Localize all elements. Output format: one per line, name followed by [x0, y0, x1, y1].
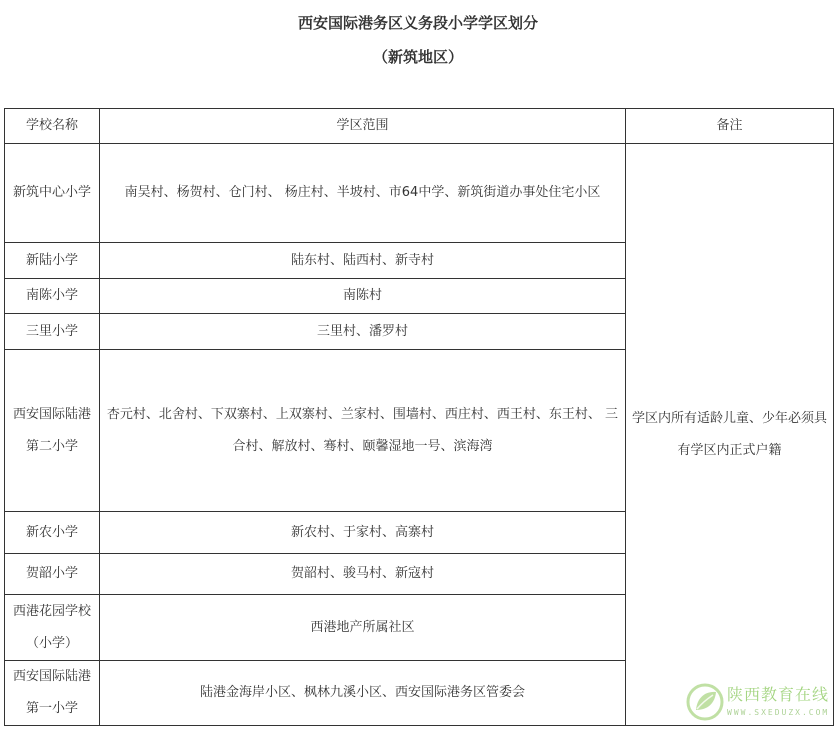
page-title: 西安国际港务区义务段小学学区划分 — [297, 14, 538, 32]
district-range-cell: 新农村、于家村、高寨村 — [100, 512, 626, 554]
school-name-cell: 西港花园学校（小学） — [5, 595, 100, 661]
watermark-text: 陕西教育在线 — [727, 685, 830, 704]
header-school-name: 学校名称 — [5, 109, 100, 144]
school-name-cell: 西安国际陆港第二小学 — [5, 350, 100, 512]
header-district-range: 学区范围 — [100, 109, 626, 144]
remarks-cell: 学区内所有适龄儿童、少年必须具有学区内正式户籍 — [626, 144, 834, 726]
district-range-cell: 南吴村、杨贺村、仓门村、 杨庄村、半坡村、市64中学、新筑街道办事处住宅小区 — [100, 144, 626, 243]
school-name-cell: 西安国际陆港第一小学 — [5, 661, 100, 726]
district-range-cell: 贺韶村、骏马村、新寇村 — [100, 554, 626, 595]
table-row — [5, 144, 834, 243]
district-range-cell: 西港地产所属社区 — [100, 595, 626, 661]
page-subtitle: （新筑地区） — [372, 48, 463, 66]
district-range-cell: 杏元村、北舍村、下双寨村、上双寨村、兰家村、围墙村、西庄村、西王村、东王村、 三合村、解放村、骞村、颐馨湿地一号、滨海湾 — [100, 350, 626, 512]
site-watermark — [683, 680, 833, 728]
district-range-cell: 陆港金海岸小区、枫林九溪小区、西安国际港务区管委会 — [100, 661, 626, 726]
table-header-row — [5, 109, 834, 144]
district-range-cell: 南陈村 — [100, 279, 626, 314]
header-remarks: 备注 — [626, 109, 834, 144]
school-name-cell: 新陆小学 — [5, 243, 100, 279]
leaf-logo-icon — [685, 682, 725, 722]
school-district-table — [4, 108, 834, 726]
school-name-cell: 南陈小学 — [5, 279, 100, 314]
school-name-cell: 新农小学 — [5, 512, 100, 554]
school-name-cell: 贺韶小学 — [5, 554, 100, 595]
district-range-cell: 陆东村、陆西村、新寺村 — [100, 243, 626, 279]
school-name-cell: 新筑中心小学 — [5, 144, 100, 243]
school-name-cell: 三里小学 — [5, 314, 100, 350]
district-range-cell: 三里村、潘罗村 — [100, 314, 626, 350]
watermark-url: WWW.SXEDUZX.COM — [727, 708, 830, 717]
